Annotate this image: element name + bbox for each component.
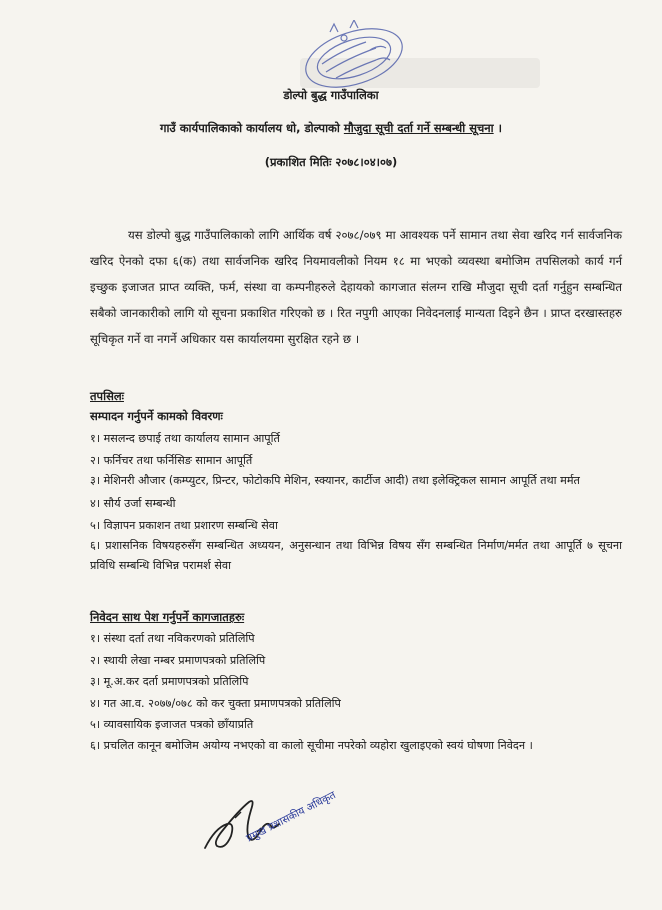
documents-heading-text: निवेदन साथ पेश गर्नुपर्ने कागजातहरुः bbox=[90, 610, 245, 624]
signatory-title: प्रमुख प्रशासकीय अधिकृत bbox=[244, 789, 338, 845]
list-item: १। संस्था दर्ता तथा नविकरणको प्रतिलिपि bbox=[90, 632, 255, 645]
office-name: डोल्पो बुद्ध गाउँपालिका bbox=[283, 88, 379, 102]
list-item: ६। प्रचलित कानून बमोजिम अयोग्य नभएको वा कालो सूचीमा नपरेको व्यहोरा खुलाइएको स्वयं घोषणा निवेदन । bbox=[90, 738, 533, 752]
list-item: ६। प्रशासनिक विषयहरुसँग सम्बन्धित अध्ययन, अनुसन्धान तथा विभिन्न विषय सँग सम्बन्धित निर्माण/मर्मत तथा आपूर्ति ७ सूचना प्रविधि सम्बन्धि विभिन्न परामर्श सेवा bbox=[90, 539, 622, 572]
work-heading bbox=[90, 409, 630, 424]
list-item: ३। मेशिनरी औजार (कम्प्युटर, प्रिन्टर, फोटोकपि मेशिन, स्क्यानर, कार्टीज आदी) तथा इलेक्ट्रिकल सामान आपूर्ति तथा मर्मत bbox=[90, 474, 580, 487]
documents-list bbox=[90, 628, 622, 758]
list-item: ४। सौर्य उर्जा सम्बन्धी bbox=[90, 497, 176, 510]
subject-prefix: गाउँ कार्यपालिकाको कार्यालय धो, डोल्पाको bbox=[159, 121, 344, 135]
notice-subject bbox=[0, 121, 662, 136]
list-item: ५। व्यावसायिक इजाजत पत्रको छाँयाप्रति bbox=[90, 718, 254, 731]
seal-graphic bbox=[292, 20, 422, 90]
notice-body: यस डोल्पो बुद्ध गाउँपालिकाको लागि आर्थिक वर्ष २०७८/०७९ मा आवश्यक पर्ने सामान तथा सेवा खरिद गर्न सार्वजनिक खरिद ऐनको दफा ६(क) तथा सार्वजनिक खरिद नियमावलीको नियम १८ मा भएको व्यवस्था बमोजिम तपसिलको कार्य गर्न इच्छुक इजाजत प्राप्त व्यक्ति, फर्म, संस्था वा कम्पनीहरुले देहायको कागजात संलग्न राखि मौजुदा सूची दर्ता गर्नुहुन सम्बन्धित सबैको जानकारीको लागि यो सूचना प्रकाशित गरिएको छ । रित नपुगी आएका निवेदनलाई मान्यता दिइने छैन । प्राप्त दरखास्तहरु सूचिकृत गर्ने वा नगर्ने अधिकार यस कार्यालयमा सुरक्षित रहने छ । bbox=[90, 228, 622, 346]
work-heading-text: सम्पादन गर्नुपर्ने कामको विवरणः bbox=[90, 409, 223, 423]
documents-heading bbox=[90, 610, 630, 625]
subject-underlined: मौजुदा सूची दर्ता गर्ने सम्बन्धी सूचना bbox=[343, 121, 494, 135]
list-item: ५। विज्ञापन प्रकाशन तथा प्रशारण सम्बन्धि सेवा bbox=[90, 518, 278, 532]
subject-suffix: । bbox=[493, 121, 503, 135]
published-date: (प्रकाशित मितिः २०७८।०४।०७) bbox=[264, 155, 398, 169]
details-heading-text: तपसिलः bbox=[90, 389, 124, 403]
signature-graphic bbox=[195, 788, 385, 878]
work-list bbox=[90, 428, 622, 578]
signature bbox=[195, 788, 385, 878]
list-item: १। मसलन्द छपाई तथा कार्यालय सामान आपूर्ति bbox=[90, 432, 280, 445]
list-item: २। फर्निचर तथा फर्निसिङ सामान आपूर्ति bbox=[90, 453, 253, 467]
list-item: ४। गत आ.व. २०७७/०७८ को कर चुक्ता प्रमाणपत्रको प्रतिलिपि bbox=[90, 696, 341, 710]
details-heading bbox=[90, 389, 630, 404]
list-item: २। स्थायी लेखा नम्बर प्रमाणपत्रको प्रतिलिपि bbox=[90, 653, 266, 667]
list-item: ३। मू.अ.कर दर्ता प्रमाणपत्रको प्रतिलिपि bbox=[90, 675, 249, 688]
office-seal bbox=[292, 20, 422, 90]
